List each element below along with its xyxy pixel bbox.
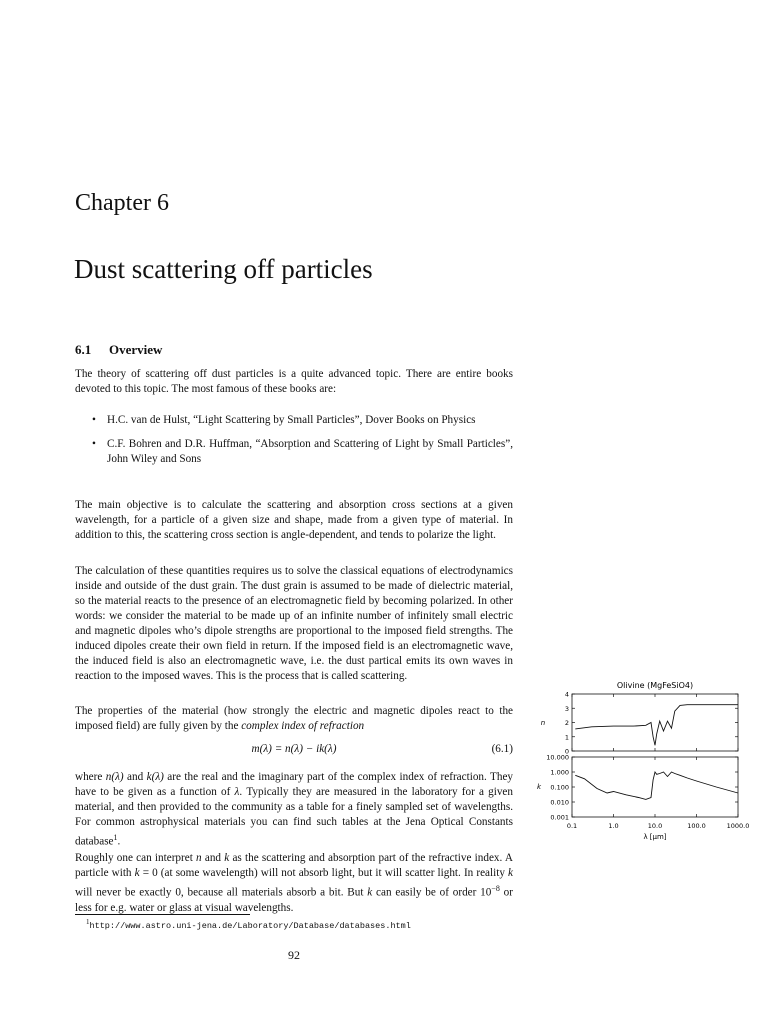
y-tick-label: 1.000 xyxy=(550,768,569,777)
chapter-label: Chapter 6 xyxy=(75,190,169,216)
footnote-link[interactable]: http://www.astro.uni-jena.de/Laboratory/Database/databases.html xyxy=(89,920,411,931)
y-tick-label: 0.010 xyxy=(550,798,569,807)
text-run: The properties of the material (how strongly the electric and magnetic dipoles react to the imposed field) are fully given by the xyxy=(75,705,513,732)
text-run: and xyxy=(123,771,147,783)
text-run: . Typically they are measured in the laboratory for a given material, and then provided to the community as a table for a finely sampled set of wavelengths. For common astrophysical materials you can find such tables at the Jena Optical Constants database xyxy=(75,786,513,848)
k-axis-label: k xyxy=(537,783,542,791)
paragraph-objective: The main objective is to calculate the scattering and absorption cross sections at a given wavelength, for a particle of a given size and shape, made from a given type of material. In addition to this, the scattering cross section is angle-dependent, and tends to polarize the light. xyxy=(75,499,513,541)
x-tick-label: 10.0 xyxy=(647,822,663,830)
equation-6-1 xyxy=(75,743,513,758)
book-list-item: • H.C. van de Hulst, “Light Scattering by Small Particles”, Dover Books on Physics xyxy=(75,413,513,428)
equation-body: m(λ) = n(λ) − ik(λ) xyxy=(251,743,337,755)
section-heading xyxy=(75,342,162,358)
text-run: and xyxy=(201,852,225,864)
page-number: 92 xyxy=(288,948,300,962)
y-tick-label: 0.100 xyxy=(550,783,569,792)
paragraph-properties xyxy=(75,704,513,734)
n-axis-label: n xyxy=(540,719,546,727)
math-k-lambda: k(λ) xyxy=(146,771,164,783)
equation-number: (6.1) xyxy=(491,743,513,755)
math-n-lambda: n(λ) xyxy=(105,771,124,783)
emphasis-complex-index: complex index of refraction xyxy=(241,720,365,732)
math-k: k xyxy=(367,886,373,899)
book-list-item: • C.F. Bohren and D.R. Huffman, “Absorption and Scattering of Light by Small Particles”, John Wiley and Sons xyxy=(75,437,513,467)
book-list xyxy=(75,413,513,467)
y-tick-label: 0 xyxy=(564,747,569,756)
x-tick-label: 1.0 xyxy=(608,822,619,830)
olivine-figure xyxy=(537,676,759,846)
paragraph-definition xyxy=(75,770,513,850)
y-tick-label: 1 xyxy=(564,733,569,742)
text-run: or less for e.g. water or glass at visual wavelengths. xyxy=(75,886,513,914)
x-axis-label: λ [μm] xyxy=(643,833,667,841)
paragraph-calculation: The calculation of these quantities requires us to solve the classical equations of electrodynamics inside and outside of the dust grain. The dust grain is assumed to be made of dielectric material, so the material reacts to the presence of an electromagnetic field by becoming polarized. In other words: we consider the material to be made up of an infinite number of infinitely small electric and magnetic dipoles who’s dipole strengths are proportional to the imposed field strengths. The induced dipoles create their own field in return. If the imposed field is an electromagnetic wave, the induced field is also an electromagnetic wave, i.e. the dust partical emits its own waves in reaction to the imposed waves. This is the process that is called scattering. xyxy=(75,565,513,682)
footnote-ref[interactable]: 1 xyxy=(113,833,118,842)
y-tick-label: 10.000 xyxy=(546,753,569,762)
text-run: where xyxy=(75,771,106,783)
exponent: −8 xyxy=(491,884,500,893)
x-tick-label: 0.1 xyxy=(566,822,578,830)
text-run: Roughly one can interpret xyxy=(75,852,197,864)
footnote xyxy=(86,918,411,931)
section-title: Overview xyxy=(109,342,163,357)
y-tick-label: 4 xyxy=(564,690,569,699)
math-n: n xyxy=(196,852,202,864)
text-run: = 0 (at some wavelength) will not absorb light, but it will scatter light. In reality xyxy=(139,867,509,879)
text-run: are the real and the imaginary part of the complex index of refraction. They have to be given as a function of xyxy=(75,771,514,798)
olivine-chart xyxy=(537,676,759,846)
text-run: . xyxy=(117,835,121,848)
chart-title: Olivine (MgFeSiO4) xyxy=(616,681,694,690)
y-tick-label: 3 xyxy=(564,704,569,713)
math-k: k xyxy=(134,867,140,879)
y-tick-label: 0.001 xyxy=(550,813,569,822)
math-lambda: λ xyxy=(234,786,240,798)
section-number: 6.1 xyxy=(75,342,92,357)
n-series-line xyxy=(575,705,738,746)
paragraph-intro: The theory of scattering off dust particles is a quite advanced topic. There are entire books devoted to this topic. The most famous of these books are: xyxy=(75,368,513,395)
x-tick-label: 100.0 xyxy=(687,822,706,830)
paragraph-interpretation xyxy=(75,851,513,916)
text-run: will never be exactly 0, because all materials absorb a bit. But xyxy=(75,886,368,899)
panel-k-frame xyxy=(572,757,738,817)
y-tick-label: 2 xyxy=(564,719,569,727)
footnote-rule xyxy=(75,914,250,915)
footnote-marker: 1 xyxy=(86,918,90,926)
x-tick-label: 1000.0 xyxy=(726,822,750,830)
text-run: can easily be of order 10 xyxy=(372,886,492,899)
k-series-line xyxy=(575,772,738,799)
math-k: k xyxy=(508,867,513,879)
text-run: as the scattering and absorption part of the refractive index. A particle with xyxy=(75,852,513,879)
math-k: k xyxy=(224,852,230,864)
chapter-title: Dust scattering off particles xyxy=(74,254,373,284)
